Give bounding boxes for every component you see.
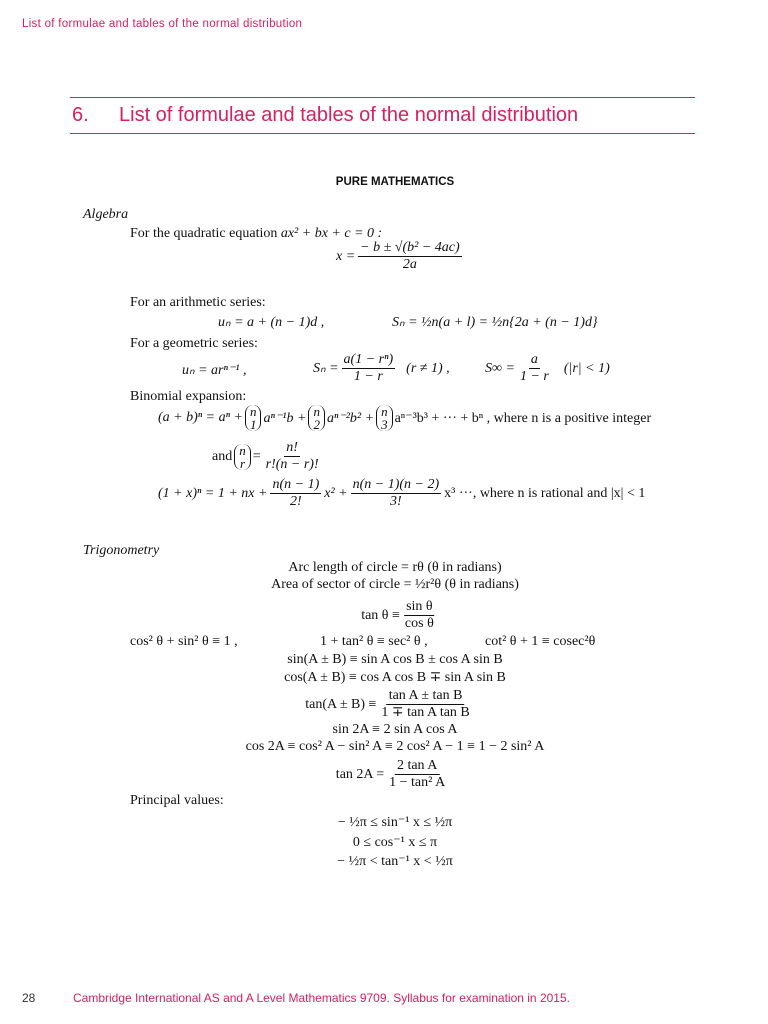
- principal-values-intro: Principal values:: [130, 793, 224, 808]
- term: aⁿ⁻²b² +: [326, 410, 375, 426]
- quadratic-equation: ax² + bx + c = 0 :: [280, 226, 383, 241]
- running-header: List of formulae and tables of the normal distribution: [22, 18, 303, 30]
- trigonometry-heading: Trigonometry: [83, 543, 160, 558]
- bottom: r: [239, 455, 245, 471]
- tan-identity: [361, 599, 439, 632]
- top: n: [249, 404, 257, 419]
- denominator: cos θ: [404, 616, 434, 631]
- fraction: [518, 352, 551, 385]
- term: aⁿ⁻¹b +: [263, 410, 307, 426]
- numerator: n(n − 1): [272, 477, 320, 492]
- term: (1 + x)ⁿ = 1 + nx +: [158, 485, 268, 501]
- term: aⁿ⁻³b³ + ··· + bⁿ , where n is a positive integer: [394, 410, 652, 426]
- geometric-sn: [313, 352, 450, 385]
- equals: =: [252, 448, 261, 464]
- condition: (|r| < 1): [563, 360, 610, 376]
- fraction: [379, 688, 471, 721]
- algebra-heading: Algebra: [83, 207, 129, 222]
- binomial-expansion: [158, 405, 651, 431]
- tan-double: [336, 758, 450, 791]
- pythagorean-identity-2: 1 + tan² θ ≡ sec² θ ,: [320, 634, 428, 649]
- footer-text: Cambridge International AS and A Level Mathematics 9709. Syllabus for examination in 2015.: [73, 991, 570, 1005]
- sector-area: Area of sector of circle = ½r²θ (θ in radians): [271, 577, 519, 592]
- title-rule-bottom: [70, 133, 695, 134]
- numerator: n(n − 1)(n − 2): [352, 477, 440, 492]
- numerator: n!: [286, 440, 298, 455]
- top: n: [239, 442, 246, 458]
- page-title: List of formulae and tables of the normal distribution: [119, 104, 579, 126]
- arc-length: Arc length of circle = rθ (θ in radians): [288, 560, 502, 575]
- lhs: x =: [336, 248, 356, 264]
- lhs: tan θ ≡: [361, 607, 400, 623]
- condition: (r ≠ 1) ,: [406, 360, 450, 376]
- top: n: [313, 404, 320, 419]
- arithmetic-intro: For an arithmetic series:: [130, 295, 266, 310]
- cos-sum: cos(A ± B) ≡ cos A cos B ∓ sin A sin B: [284, 670, 506, 685]
- geometric-sum-infinity: [485, 352, 610, 385]
- top: n: [381, 404, 388, 419]
- numerator: − b ± √(b² − 4ac): [360, 240, 460, 255]
- geometric-un: uₙ = arⁿ⁻¹ ,: [182, 363, 247, 378]
- term: x³ ···, where n is rational and |x| < 1: [444, 485, 646, 501]
- quadratic-formula: [336, 240, 465, 273]
- tan-sum: [305, 688, 475, 721]
- fraction: [264, 440, 321, 473]
- denominator: 1 − r: [519, 369, 549, 384]
- binomial-coefficient: [308, 405, 325, 431]
- principal-cos: 0 ≤ cos⁻¹ x ≤ π: [352, 835, 438, 850]
- page-number: 28: [22, 991, 36, 1005]
- and-text: and: [212, 448, 233, 464]
- fraction: [358, 240, 462, 273]
- pythagorean-identity-3: cot² θ + 1 ≡ cosec²θ: [485, 634, 596, 649]
- bottom: 1: [249, 417, 257, 432]
- denominator: r!(n − r)!: [265, 457, 319, 472]
- numerator: sin θ: [406, 599, 433, 614]
- denominator: 1 ∓ tan A tan B: [381, 705, 470, 720]
- numerator: tan A ± tan B: [388, 688, 463, 703]
- bottom: 3: [381, 417, 388, 432]
- lhs: Sₙ =: [313, 361, 339, 376]
- denominator: 1 − r: [353, 369, 383, 384]
- binomial-coefficient: [245, 405, 262, 431]
- section-heading: PURE MATHEMATICS: [335, 176, 455, 188]
- arithmetic-sn: Sₙ = ½n(a + l) = ½n{2a + (n − 1)d}: [392, 315, 598, 330]
- term: x² +: [324, 485, 348, 501]
- binomial-intro: Binomial expansion:: [130, 389, 247, 404]
- denominator: 2a: [402, 257, 417, 272]
- denominator: 2!: [290, 494, 302, 509]
- fraction: [270, 477, 321, 510]
- binomial-coefficient: [234, 444, 251, 470]
- pythagorean-identity-1: cos² θ + sin² θ ≡ 1 ,: [130, 634, 238, 649]
- arithmetic-un: uₙ = a + (n − 1)d ,: [218, 315, 325, 330]
- general-binomial: [158, 477, 645, 510]
- cos-double: cos 2A ≡ cos² A − sin² A ≡ 2 cos² A − 1 ≡ 1 − 2 sin² A: [245, 739, 545, 754]
- bottom: 2: [313, 417, 320, 432]
- sin-sum: sin(A ± B) ≡ sin A cos B ± cos A sin B: [287, 652, 503, 667]
- title-rule-top: [70, 97, 695, 98]
- ncr-definition: [212, 440, 324, 473]
- numerator: a: [530, 352, 538, 367]
- denominator: 3!: [390, 494, 402, 509]
- binomial-coefficient: [376, 405, 393, 431]
- term: (a + b)ⁿ = aⁿ +: [158, 410, 243, 425]
- lhs: tan 2A =: [335, 766, 385, 782]
- fraction: [403, 599, 436, 632]
- text: For the quadratic equation: [130, 226, 278, 241]
- numerator: 2 tan A: [396, 758, 438, 773]
- principal-tan: − ½π < tan⁻¹ x < ½π: [337, 854, 453, 869]
- fraction: [387, 758, 447, 791]
- geometric-intro: For a geometric series:: [130, 336, 258, 351]
- numerator: a(1 − rⁿ): [343, 352, 394, 367]
- principal-sin: − ½π ≤ sin⁻¹ x ≤ ½π: [337, 815, 453, 830]
- denominator: 1 − tan² A: [389, 775, 446, 790]
- fraction: [342, 352, 396, 385]
- lhs: tan(A ± B) ≡: [305, 696, 377, 712]
- section-number: 6.: [72, 104, 89, 126]
- sin-double: sin 2A ≡ 2 sin A cos A: [332, 722, 458, 737]
- fraction: [351, 477, 442, 510]
- lhs: S∞ =: [485, 360, 515, 376]
